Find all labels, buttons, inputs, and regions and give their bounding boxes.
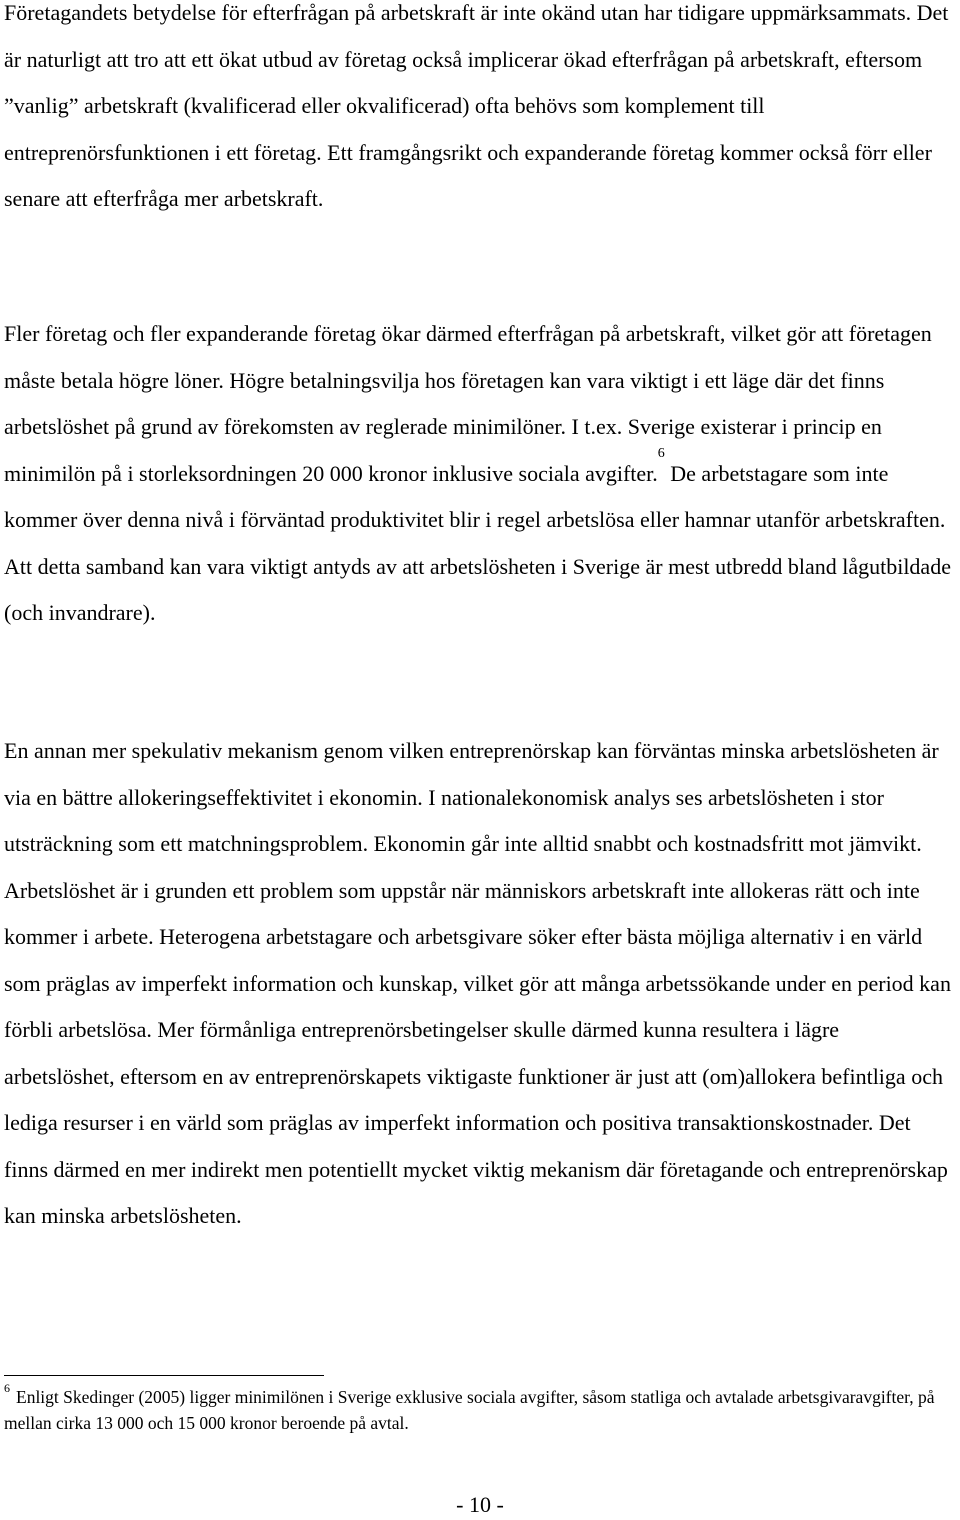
footnote-text: Enligt Skedinger (2005) ligger minimilönen i Sverige exklusive sociala avgifter, såsom statliga och avtalade arbetsgivaravgifter, på mellan cirka 13 000 och 15 000 kronor beroende på avtal.	[4, 1387, 935, 1433]
page-number: - 10 -	[456, 1492, 504, 1517]
footnote-marker: 6	[4, 1381, 10, 1395]
footnote-separator	[4, 1375, 324, 1376]
paragraph-3: En annan mer spekulativ mekanism genom vilken entreprenörskap kan förväntas minska arbetslösheten är via en bättre allokeringseffektivitet i ekonomin. I nationalekonomisk analys ses arbetslösheten i stor utsträckning som ett matchningsproblem. Ekonomin går inte alltid snabbt och kostnadsfritt mot jämvikt. Arbetslöshet är i grunden ett problem som uppstår när människors arbetskraft inte allokeras rätt och inte kommer i arbete. Heterogena arbetstagare och arbetsgivare söker efter bästa möjliga alternativ i en värld som präglas av imperfekt information och kunskap, vilket gör att många arbetssökande under en period kan förbli arbetslösa. Mer förmånliga entreprenörsbetingelser skulle därmed kunna resultera i lägre arbetslöshet, eftersom en av entreprenörskapets viktigaste funktioner är just att (om)allokera befintliga och lediga resurser i en värld som präglas av imperfekt information och positiva transaktionskostnader. Det finns därmed en mer indirekt men potentiellt mycket viktig mekanism där företagande och entreprenörskap kan minska arbetslösheten.	[4, 738, 951, 1228]
footnote-reference[interactable]: 6	[657, 445, 665, 461]
paragraph-2-text-a: Fler företag och fler expanderande företag ökar därmed efterfrågan på arbetskraft, vilket gör att företagen måste betala högre löner. Högre betalningsvilja hos företagen kan vara viktigt i ett läge där det finns arbetslöshet på grund av förekomsten av reglerade minimilöner. I t.ex. Sverige existerar i princip en minimilön på i storleksordningen 20 000 kronor inklusive sociala avgifter.	[4, 321, 932, 486]
footnote	[4, 1381, 954, 1436]
paragraph-2-text-b: De arbetstagare som inte kommer över denna nivå i förväntad produktivitet blir i regel arbetslösa eller hamnar utanför arbetskraften. Att detta samband kan vara viktigt antyds av att arbetslösheten i Sverige är mest utbredd bland lågutbildade (och invandrare).	[4, 460, 951, 625]
paragraph-2	[4, 311, 954, 637]
paragraph-1: Företagandets betydelse för efterfrågan på arbetskraft är inte okänd utan har tidigare uppmärksammats. Det är naturligt att tro att ett ökat utbud av företag också implicerar ökad efterfrågan på arbetskraft, eftersom ”vanlig” arbetskraft (kvalificerad eller okvalificerad) ofta behövs som komplement till entreprenörsfunktionen i ett företag. Ett framgångsrikt och expanderande företag kommer också förr eller senare att efterfråga mer arbetskraft.	[4, 0, 949, 211]
